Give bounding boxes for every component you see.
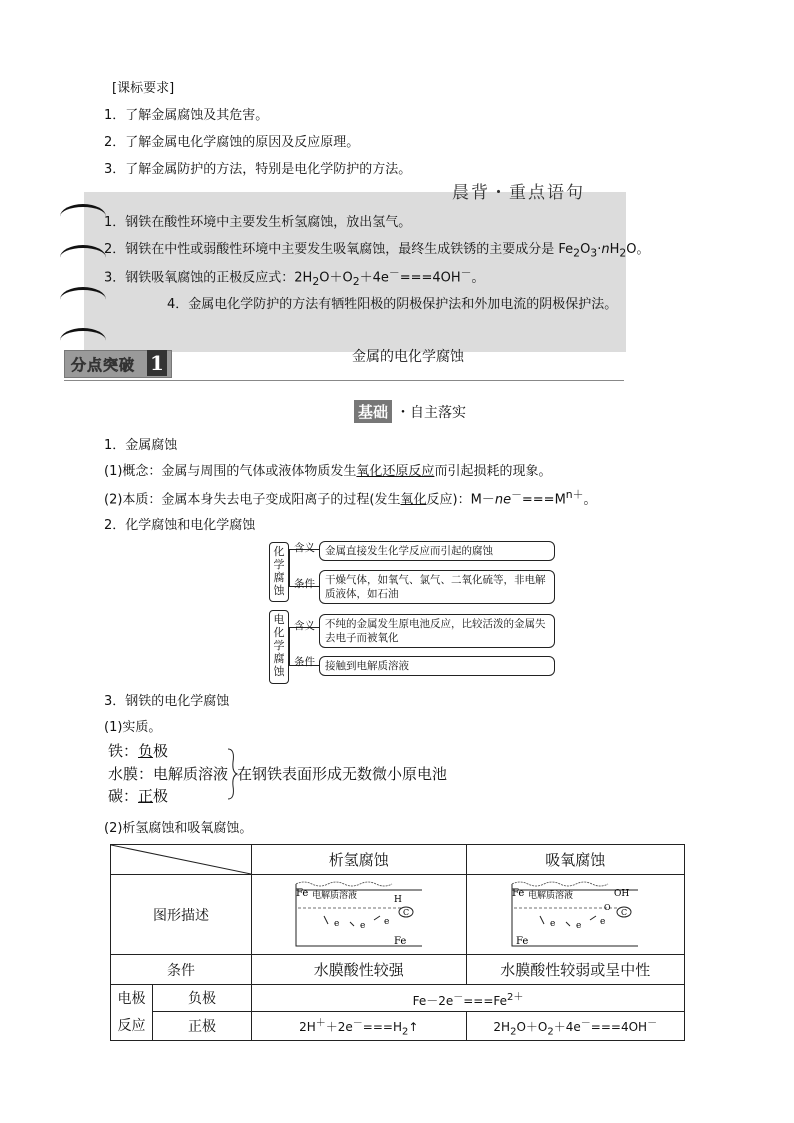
elec-cond-box: 接触到电解质溶液	[319, 656, 555, 676]
fig-o2-label: O	[604, 902, 611, 912]
key-sentence-2: 2．钢铁在中性或弱酸性环境中主要发生吸氧腐蚀，最终生成铁锈的主要成分是 $Fe_2O_3\cdot nH_2O$。	[104, 242, 650, 260]
ring-binder-icon	[60, 287, 106, 312]
pos-eq-hydrogen: $2H^++2e^-===H_2↑$	[252, 1012, 467, 1041]
fig-electron: e	[576, 920, 582, 931]
cond-oxygen: 水膜酸性较弱或呈中性	[466, 955, 685, 985]
fig-electron: e	[333, 918, 340, 929]
key-sentence-4: 4．金属电化学防护的方法有牺牲阳极的阴极保护法和外加电流的阴极保护法。	[167, 297, 618, 312]
neg-label: 负极	[153, 985, 252, 1012]
fig-electron: e	[359, 920, 366, 931]
fig-solution-label: 电解质溶液	[528, 890, 574, 901]
p2-title: 2．化学腐蚀和电化学腐蚀	[104, 518, 256, 533]
section-title: 金属的电化学腐蚀	[352, 349, 464, 365]
cond-hydrogen: 水膜酸性较强	[252, 955, 467, 985]
subsection-heading: 基础 ・自主落实	[354, 400, 466, 423]
fig-electron: e	[383, 916, 390, 927]
row-figure-label: 图形描述	[111, 875, 252, 955]
section-divider	[64, 380, 624, 381]
fig-fe-bottom: Fe	[393, 935, 407, 947]
fig-electron: e	[600, 916, 606, 927]
oxygen-figure	[466, 875, 685, 955]
key-sentence-3: 3．钢铁吸氧腐蚀的正极反应式：$2H_2O+O_2+4e^-===4OH^-$。	[104, 266, 485, 288]
elec-def-label: 含义	[294, 620, 315, 632]
fig-fe-top: Fe	[295, 887, 309, 899]
fig-oh-label: OH	[614, 888, 630, 899]
chem-cond-box: 干燥气体，如氧气、氯气、二氧化硫等，非电解质液体，如石油	[319, 570, 555, 604]
key-sentences-heading: 晨背・重点语句	[452, 183, 585, 203]
col-oxygen-header: 吸氧腐蚀	[466, 845, 685, 875]
section-badge: 分点突破 1	[64, 350, 172, 378]
elec-cond-label: 条件	[294, 656, 315, 668]
p1-nature: (2)本质：金属本身失去电子变成阳离子的过程(发生氧化反应)：$M-ne^-===M^{n+}$。	[104, 488, 597, 508]
elec-def-box: 不纯的金属发生原电池反应，比较活泼的金属失去电子而被氧化	[319, 614, 555, 648]
electrochemical-corrosion-label: 电化学腐蚀	[269, 610, 289, 684]
pos-eq-oxygen: $2H_2O+O_2+4e^-===4OH^-$	[466, 1012, 685, 1041]
fig-fe-bottom: Fe	[516, 935, 529, 947]
p1-concept: (1)概念：金属与周围的气体或液体物质发生氧化还原反应而引起损耗的现象。	[104, 464, 552, 479]
chem-def-box: 金属直接发生化学反应而引起的腐蚀	[319, 541, 555, 561]
ring-binder-icon	[60, 204, 106, 229]
chem-def-label: 含义	[294, 542, 315, 554]
fig-c-label: C	[621, 907, 628, 917]
ring-binder-icon	[60, 245, 106, 270]
chem-cond-label: 条件	[294, 578, 315, 590]
requirement-item: 1．了解金属腐蚀及其危害。	[104, 108, 269, 123]
key-sentence-1: 1．钢铁在酸性环境中主要发生析氢腐蚀，放出氢气。	[104, 215, 412, 230]
row-electrode-label: 电极 反应	[111, 985, 153, 1041]
col-hydrogen-header: 析氢腐蚀	[252, 845, 467, 875]
hydrogen-figure	[252, 875, 467, 955]
fig-h2-label: H	[393, 894, 402, 905]
fig-c-label: C	[402, 907, 409, 917]
p3-compare: (2)析氢腐蚀和吸氧腐蚀。	[104, 821, 253, 836]
pos-label: 正极	[153, 1012, 252, 1041]
p3-essence: (1)实质。	[104, 720, 162, 735]
corrosion-comparison-table	[110, 844, 685, 1041]
requirements-title: [课标要求]	[112, 81, 175, 96]
p1-title: 1．金属腐蚀	[104, 438, 178, 453]
essence-result: 在钢铁表面形成无数微小原电池	[237, 765, 448, 783]
requirement-item: 2．了解金属电化学腐蚀的原因及反应原理。	[104, 135, 360, 150]
diagonal-header-cell	[111, 845, 252, 875]
neg-equation: $Fe-2e^-===Fe^{2+}$	[252, 985, 685, 1012]
requirement-item: 3．了解金属防护的方法，特别是电化学防护的方法。	[104, 162, 412, 177]
chemical-corrosion-label: 化学腐蚀	[269, 542, 289, 602]
fig-fe-top: Fe	[512, 887, 525, 899]
fig-electron: e	[550, 918, 556, 929]
row-condition-label: 条件	[111, 955, 252, 985]
p3-title: 3．钢铁的电化学腐蚀	[104, 694, 230, 709]
essence-list: 铁：负极 水膜：电解质溶液 碳：正极	[108, 742, 229, 805]
fig-solution-label: 电解质溶液	[311, 890, 357, 901]
